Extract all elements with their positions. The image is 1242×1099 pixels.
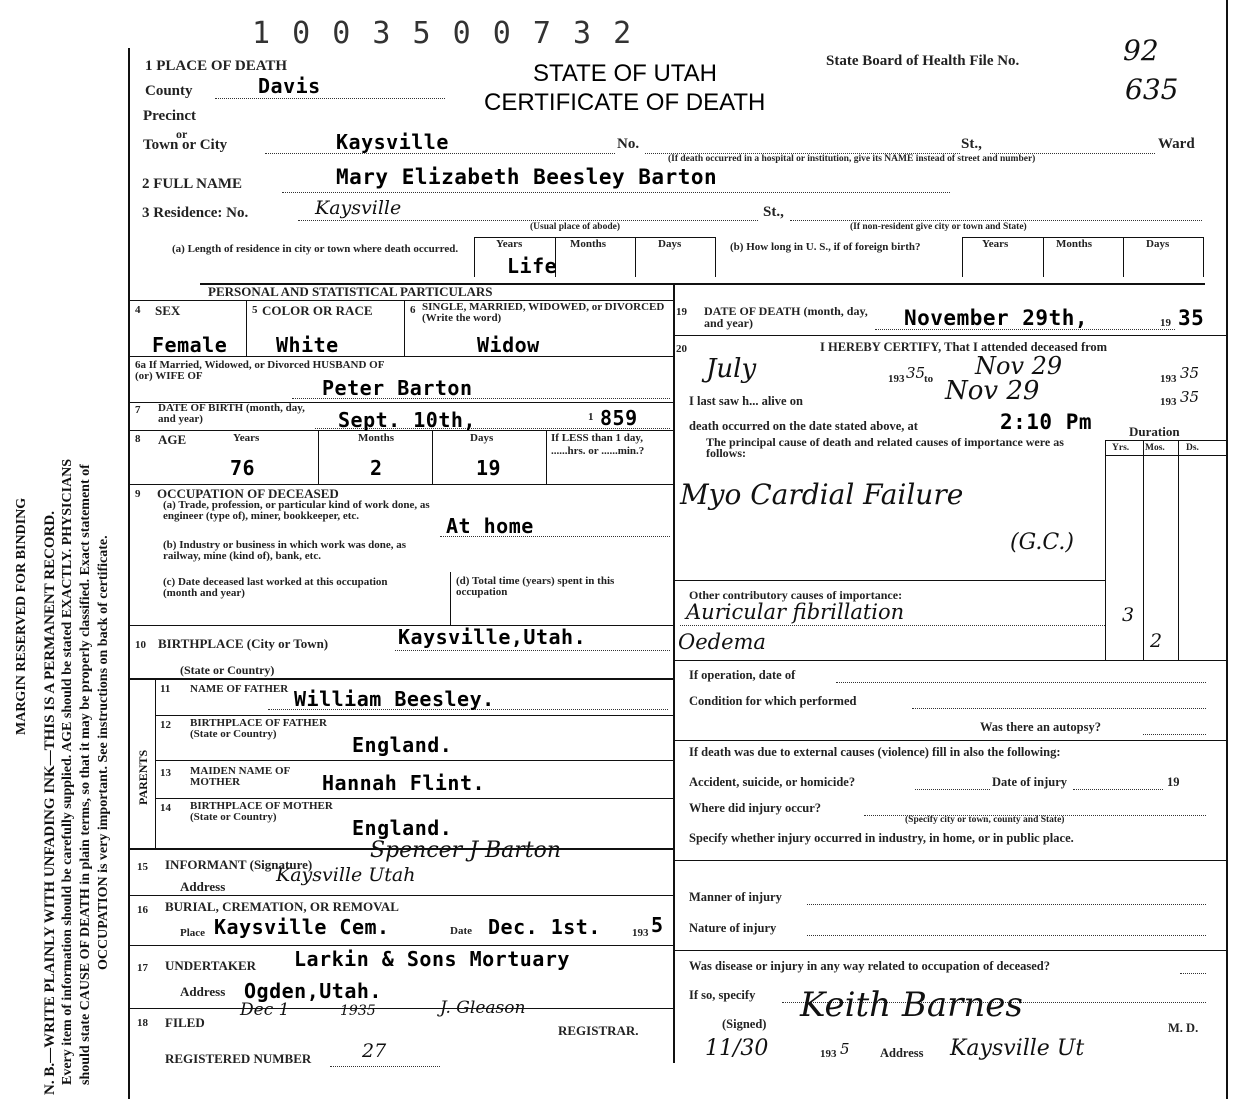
no-label: No.	[617, 136, 640, 152]
age-months-h: Months	[358, 432, 395, 444]
birthplace-state: (State or Country)	[180, 663, 275, 677]
hospital-note: (If death occurred in a hospital or institution, give its NAME instead of street and number)	[668, 154, 1036, 164]
where-label: Where did injury occur?	[689, 801, 822, 815]
condition-label: Condition for which performed	[689, 694, 857, 708]
town-value: Kaysville	[336, 130, 449, 154]
husband-label: 6a If Married, Widowed, or Divorced HUSBAND OF (or) WIFE OF	[135, 359, 385, 382]
manner-label: Manner of injury	[689, 890, 782, 904]
st-label: St.,	[961, 136, 982, 152]
dob-label: DATE OF BIRTH (month, day, and year)	[158, 402, 305, 425]
burial-date: Dec. 1st.	[488, 915, 601, 939]
physician-signature: Keith Barnes	[800, 985, 1023, 1025]
informant-signature: Spencer J Barton	[370, 838, 562, 863]
husband-value: Peter Barton	[322, 376, 473, 400]
signed-year: 5	[840, 1040, 850, 1058]
cause-note: (G.C.)	[1010, 530, 1074, 555]
title-state: STATE OF UTAH	[533, 60, 717, 87]
length-months-h: Months	[570, 238, 607, 250]
occ-d-label: (d) Total time (years) spent in this occupation	[456, 575, 615, 598]
injury-date-label: Date of injury	[992, 775, 1067, 789]
us-days-h: Days	[1146, 238, 1170, 250]
mother-bp-value: England.	[352, 816, 453, 840]
town-label: Town or City	[143, 137, 228, 153]
occ-b-label: (b) Industry or business in which work was done, as railway, mine (kind of), bank, etc.	[163, 539, 407, 562]
sex-value: Female	[152, 333, 228, 357]
dur-mos: Mos.	[1145, 443, 1165, 453]
father-label: NAME OF FATHER	[190, 683, 289, 695]
attended-to-year: 35	[1180, 364, 1200, 382]
dob-year: 859	[600, 406, 638, 430]
residence-st-label: St.,	[763, 204, 784, 220]
burial-place-label: Place	[180, 927, 206, 939]
file-no: 92	[1123, 34, 1159, 67]
personal-header: PERSONAL AND STATISTICAL PARTICULARS	[208, 284, 493, 299]
informant-address-label: Address	[180, 879, 226, 894]
father-bp-value: England.	[352, 733, 453, 757]
certify-label: I HEREBY CERTIFY, That I attended deceased from	[820, 340, 1108, 354]
full-name-label: 2 FULL NAME	[142, 176, 243, 192]
duration-label: Duration	[1129, 424, 1180, 439]
filed-date: Dec 1	[240, 1000, 290, 1020]
filed-year: 1935	[340, 1003, 376, 1019]
file-no-alt: 635	[1125, 73, 1179, 106]
last-saw-year-prefix: 193	[1160, 396, 1177, 408]
specify-label: Specify whether injury occurred in industry, in home, or in public place.	[689, 831, 1074, 845]
attended-from: July	[706, 354, 757, 384]
mother-label: MAIDEN NAME OF MOTHER	[190, 765, 290, 788]
sex-label: SEX	[155, 303, 181, 318]
dur-yrs: Yrs.	[1112, 443, 1130, 453]
dod-value: November 29th,	[904, 306, 1089, 330]
attended-from-year: 35	[906, 364, 926, 382]
undertaker-address: Ogden,Utah.	[244, 979, 382, 1003]
color-label: COLOR OR RACE	[262, 303, 373, 318]
mother-bp-label: BIRTHPLACE OF MOTHER (State or Country)	[190, 800, 333, 823]
if-so-label: If so, specify	[689, 988, 756, 1002]
cause-value: Myo Cardial Failure	[680, 478, 964, 511]
dur-ds: Ds.	[1186, 443, 1199, 453]
serial-number: 1 0 0 3 5 0 0 7 3 2	[252, 16, 634, 51]
undertaker-value: Larkin & Sons Mortuary	[294, 947, 570, 971]
accident-label: Accident, suicide, or homicide?	[689, 775, 856, 789]
informant-label: INFORMANT (Signature)	[165, 857, 313, 872]
margin-binding: MARGIN RESERVED FOR BINDING	[14, 497, 29, 735]
death-on-label: death occurred on the date stated above, at	[689, 419, 918, 433]
parents-label: PARENTS	[136, 749, 150, 805]
cause-label: The principal cause of death and related causes of importance were as follows:	[706, 435, 1064, 460]
dob-year-prefix: 1	[588, 411, 594, 423]
or-label: or	[176, 127, 188, 141]
length-label: (a) Length of residence in city or town where death occurred.	[172, 243, 459, 255]
burial-date-label: Date	[450, 925, 472, 937]
signed-year-prefix: 193	[820, 1048, 837, 1060]
birthplace-value: Kaysville,Utah.	[398, 625, 587, 649]
to-label: to	[924, 373, 934, 385]
registrar-signature: J. Gleason	[440, 998, 526, 1018]
birthplace-label: BIRTHPLACE (City or Town)	[158, 636, 329, 651]
occ-a-value: At home	[446, 514, 534, 538]
burial-year-prefix: 193	[632, 927, 649, 939]
father-value: William Beesley.	[294, 687, 495, 711]
external-label: If death was due to external causes (violence) fill in also the following:	[689, 745, 1061, 759]
injury-year-label: 19	[1167, 775, 1180, 789]
margin-line-4: OCCUPATION is very important. See instructions on back of certificate.	[96, 535, 111, 970]
dod-year-prefix: 19	[1160, 317, 1171, 329]
color-value: White	[276, 333, 339, 357]
attended-to-year-prefix: 193	[1160, 373, 1177, 385]
nonres-note: (If non-resident give city or town and State)	[850, 222, 1027, 232]
father-bp-label: BIRTHPLACE OF FATHER (State or Country)	[190, 717, 327, 740]
place-heading: 1 PLACE OF DEATH	[145, 58, 288, 74]
age-less-label: If LESS than 1 day, ......hrs. or ......min.?	[551, 432, 645, 457]
length-days-h: Days	[658, 238, 682, 250]
contrib-1-dur: 3	[1122, 604, 1135, 626]
attended-to: Nov 29	[975, 352, 1063, 380]
reg-no-value: 27	[362, 1040, 387, 1062]
length-value: Life	[507, 254, 558, 278]
dod-label: DATE OF DEATH (month, day, and year)	[704, 304, 868, 330]
burial-label: BURIAL, CREMATION, OR REMOVAL	[165, 899, 399, 914]
dod-year: 35	[1178, 306, 1205, 330]
marital-value: Widow	[477, 333, 540, 357]
age-years: 76	[230, 456, 256, 480]
file-no-label: State Board of Health File No.	[826, 53, 1020, 69]
autopsy-label: Was there an autopsy?	[980, 720, 1101, 734]
burial-place: Kaysville Cem.	[214, 915, 390, 939]
attended-from-year-prefix: 193	[888, 373, 905, 385]
occupation-heading: OCCUPATION OF DECEASED	[157, 486, 339, 501]
occ-c-label: (c) Date deceased last worked at this occupation (month and year)	[163, 576, 388, 599]
margin-line-3: should state CAUSE OF DEATH in plain terms, so that it may be properly classified. Exact statement of	[78, 464, 93, 1085]
death-time: 2:10 Pm	[1000, 410, 1093, 434]
contrib-1: Auricular fibrillation	[686, 600, 905, 624]
specify-note: (Specify city or town, county and State)	[905, 815, 1065, 825]
age-years-h: Years	[233, 432, 260, 444]
residence-label: 3 Residence: No.	[142, 205, 249, 221]
md-label: M. D.	[1168, 1021, 1199, 1035]
ward-label: Ward	[1158, 136, 1195, 152]
us-months-h: Months	[1056, 238, 1093, 250]
operation-label: If operation, date of	[689, 668, 796, 682]
age-days-h: Days	[470, 432, 494, 444]
marital-label: SINGLE, MARRIED, WIDOWED, or DIVORCED (Write the word)	[422, 301, 665, 324]
registrar-label: REGISTRAR.	[558, 1023, 639, 1038]
county-label: County	[145, 83, 193, 99]
informant-address: Kaysville Utah	[276, 864, 416, 886]
age-label: AGE	[158, 432, 187, 447]
margin-nb: N. B.—WRITE PLAINLY WITH UNFADING INK—THIS IS A PERMANENT RECORD.	[42, 511, 58, 1095]
length-years-h: Years	[496, 238, 523, 250]
signed-label: (Signed)	[722, 1017, 767, 1031]
residence-value: Kaysville	[315, 197, 402, 219]
us-label: (b) How long in U. S., if of foreign birth?	[730, 241, 921, 253]
dob-value: Sept. 10th,	[338, 408, 476, 432]
age-days: 19	[476, 456, 502, 480]
occ-a-label: (a) Trade, profession, or particular kind of work done, as engineer (type of), miner, bookkeeper, etc.	[163, 499, 430, 522]
undertaker-address-label: Address	[180, 984, 226, 999]
us-years-h: Years	[982, 238, 1009, 250]
title-certificate: CERTIFICATE OF DEATH	[484, 89, 766, 116]
contrib-2-dur: 2	[1150, 630, 1163, 652]
reg-no-label: REGISTERED NUMBER	[165, 1051, 312, 1066]
margin-line-2: Every item of information should be carefully supplied. AGE should be stated EXACTLY. PHYSICIANS	[60, 458, 75, 1085]
contrib-label: Other contributory causes of importance:	[689, 588, 903, 602]
last-saw-year: 35	[1180, 388, 1200, 406]
precinct-label: Precinct	[143, 108, 197, 124]
full-name-value: Mary Elizabeth Beesley Barton	[336, 165, 718, 189]
mother-value: Hannah Flint.	[322, 771, 486, 795]
occupation-related-label: Was disease or injury in any way related to occupation of deceased?	[689, 959, 1050, 973]
filed-label: FILED	[165, 1015, 205, 1030]
burial-year: 5	[651, 913, 664, 937]
nature-label: Nature of injury	[689, 921, 777, 935]
age-months: 2	[370, 456, 383, 480]
usual-note: (Usual place of abode)	[530, 222, 620, 232]
phys-address: Kaysville Ut	[950, 1036, 1085, 1061]
undertaker-label: UNDERTAKER	[165, 958, 257, 973]
contrib-2: Oedema	[678, 630, 766, 654]
last-saw-value: Nov 29	[945, 376, 1040, 406]
last-saw-label: I last saw h... alive on	[689, 394, 803, 408]
county-value: Davis	[258, 74, 321, 98]
signed-date: 11/30	[705, 1036, 769, 1061]
phys-address-label: Address	[880, 1046, 924, 1060]
